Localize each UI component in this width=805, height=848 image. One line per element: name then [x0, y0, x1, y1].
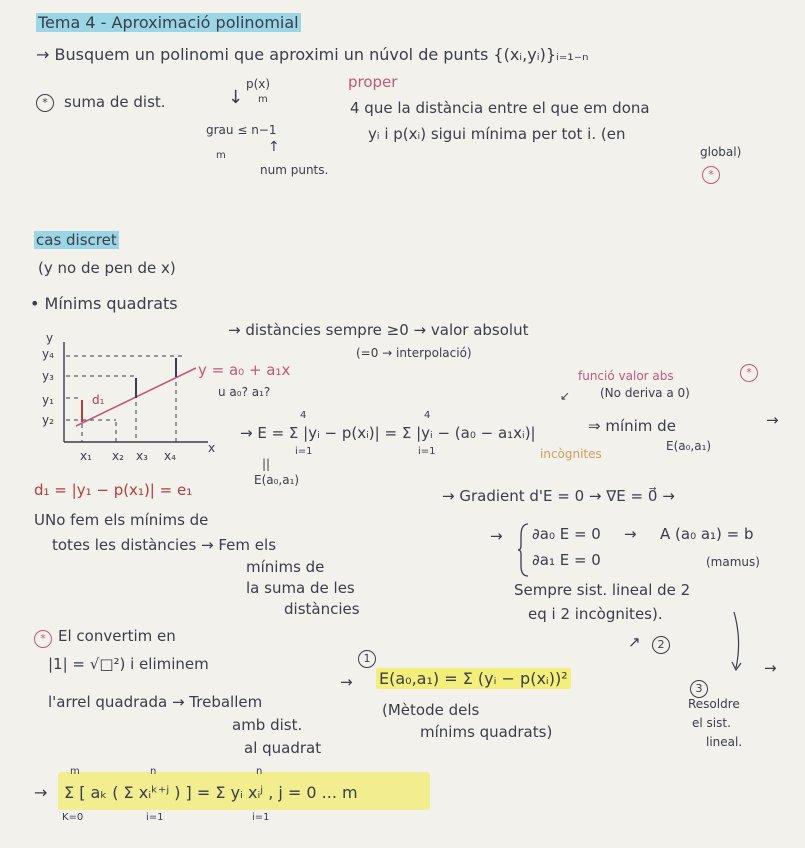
final-sum2-bot: i=1 — [146, 812, 164, 823]
nofem-1: UNo fem els mínims de — [34, 511, 209, 529]
incognites: incògnites — [540, 447, 602, 461]
line-eq: y = a₀ + a₁x — [198, 361, 291, 379]
y-label-3: y₁ — [42, 393, 54, 407]
resol-2: el sist. — [692, 716, 731, 730]
final-sum2-top: n — [150, 766, 157, 777]
minim: ⇒ mínim de — [588, 417, 676, 435]
step-2: 2 — [652, 636, 670, 654]
p-sub: m — [258, 94, 268, 105]
intro-line: → Busquem un polinomi que aproximi un núvol de punts {(xᵢ,yᵢ)}ᵢ₌₁₋ₙ — [36, 45, 589, 64]
sum-top-1: 4 — [300, 410, 307, 421]
final-sum1-bot: K=0 — [62, 812, 84, 823]
line-q: u a₀? a₁? — [218, 385, 271, 399]
convert: El convertim en — [58, 627, 176, 645]
step3-arrow — [728, 610, 748, 674]
final-arrow: → — [34, 783, 48, 802]
star-mark-2: * — [702, 166, 720, 184]
sum-bot-2: i=1 — [418, 446, 436, 457]
y-label-1: y₄ — [42, 347, 54, 361]
nofem-4: la suma de les — [246, 579, 355, 597]
eq-sign: || — [262, 457, 271, 471]
amb: amb dist. — [232, 716, 303, 734]
page-title: Tema 4 - Aproximació polinomial — [38, 13, 299, 32]
y-label-2: y₃ — [42, 369, 54, 383]
dist-note: → distàncies sempre ≥0 → valor absolut — [228, 321, 529, 339]
gradient: → Gradient d'E = 0 → ∇E = 0⃗ → — [442, 487, 675, 505]
d1-label: d₁ — [92, 393, 105, 407]
x-label-2: x₃ — [136, 449, 148, 463]
sempre-2: eq i 2 incògnites). — [528, 605, 663, 623]
p-label: p(x) — [246, 77, 271, 91]
desc-2: yᵢ i p(xᵢ) sigui mínima per tot i. (en — [368, 125, 626, 143]
E-a: E(a₀,a₁) — [254, 473, 300, 487]
d1-eq: d₁ = |y₁ − p(x₁)| = e₁ — [34, 481, 193, 499]
E-formula: E(a₀,a₁) = Σ (yᵢ − p(xᵢ))² — [376, 670, 571, 688]
sum-top-2: 4 — [424, 410, 431, 421]
deriv-arrow: ↙ — [560, 389, 571, 403]
x-label-0: x₁ — [80, 449, 92, 463]
step-3: 3 — [690, 680, 708, 698]
arrow-pd: → — [490, 527, 503, 545]
sum-bot-1: i=1 — [295, 446, 313, 457]
up-arrow: ↑ — [268, 139, 280, 155]
nofem-2: totes les distàncies → Fem els — [52, 536, 277, 554]
arrel: l'arrel quadrada → Treballem — [48, 693, 263, 711]
section-heading: cas discret — [36, 231, 117, 249]
interp-note: (=0 → interpolació) — [356, 346, 472, 360]
nofem-5: distàncies — [284, 600, 360, 618]
mamus: (mamus) — [706, 555, 760, 569]
desc-1: 4 que la distància entre el que em dona — [350, 99, 650, 117]
y-label-4: y₂ — [42, 413, 54, 427]
brace — [518, 522, 530, 578]
pd-2: ∂a₁ E = 0 — [532, 551, 601, 569]
proper-note: proper — [348, 73, 398, 91]
star-mark-3: * — [740, 364, 758, 382]
right-arrow: → — [764, 659, 777, 677]
E-fn: E(a₀,a₁) — [666, 439, 712, 453]
section-sub: (y no de pen de x) — [38, 259, 176, 277]
num-punts: num punts. — [260, 163, 329, 177]
E-eq: → E = Σ |yᵢ − p(xᵢ)| = Σ |yᵢ − (a₀ − a₁xᵢ)| — [240, 424, 536, 442]
step2-arrow: ↗ — [628, 633, 641, 651]
grau-m: m — [216, 150, 226, 161]
step-1: 1 — [358, 650, 376, 668]
final-eq: Σ [ aₖ ( Σ xᵢᵏ⁺ʲ ) ] = Σ yᵢ xᵢʲ , j = 0 ... m — [64, 783, 358, 802]
minim-arrow: → — [766, 411, 779, 429]
star-label: suma de dist. — [64, 93, 166, 111]
x-label-3: x₄ — [164, 449, 176, 463]
funcio-note: funció valor abs — [578, 369, 674, 383]
metode-2: mínims quadrats) — [420, 723, 553, 741]
pd-arrow: → — [624, 525, 637, 543]
x-label-4: x — [208, 441, 216, 455]
metode-1: (Mètode dels — [382, 701, 480, 719]
resol-1: Resoldre — [688, 697, 740, 711]
nofem-3: mínims de — [246, 558, 325, 576]
bullet-minims: • Mínims quadrats — [30, 294, 178, 313]
grau: grau ≤ n−1 — [206, 123, 277, 137]
final-sum1-top: m — [70, 766, 80, 777]
down-arrow: ↓ — [228, 87, 244, 108]
quad: al quadrat — [244, 739, 322, 757]
desc-3: global) — [700, 145, 742, 159]
pd-1: ∂a₀ E = 0 — [532, 525, 601, 543]
x-label-1: x₂ — [112, 449, 124, 463]
A-mat: A (a₀ a₁) = b — [660, 525, 754, 543]
final-sum3-bot: i=1 — [252, 812, 270, 823]
y-label-0: y — [46, 331, 54, 345]
star-mark-1: * — [36, 94, 54, 112]
sempre-1: Sempre sist. lineal de 2 — [514, 581, 691, 599]
no-deriv: (No deriva a 0) — [600, 386, 690, 400]
final-sum3-top: n — [256, 766, 263, 777]
star-mark-4: * — [34, 630, 52, 648]
eformula-arrow: → — [340, 673, 353, 691]
abs-sq: |1| = √□²) i eliminem — [48, 655, 209, 673]
resol-3: lineal. — [706, 735, 743, 749]
